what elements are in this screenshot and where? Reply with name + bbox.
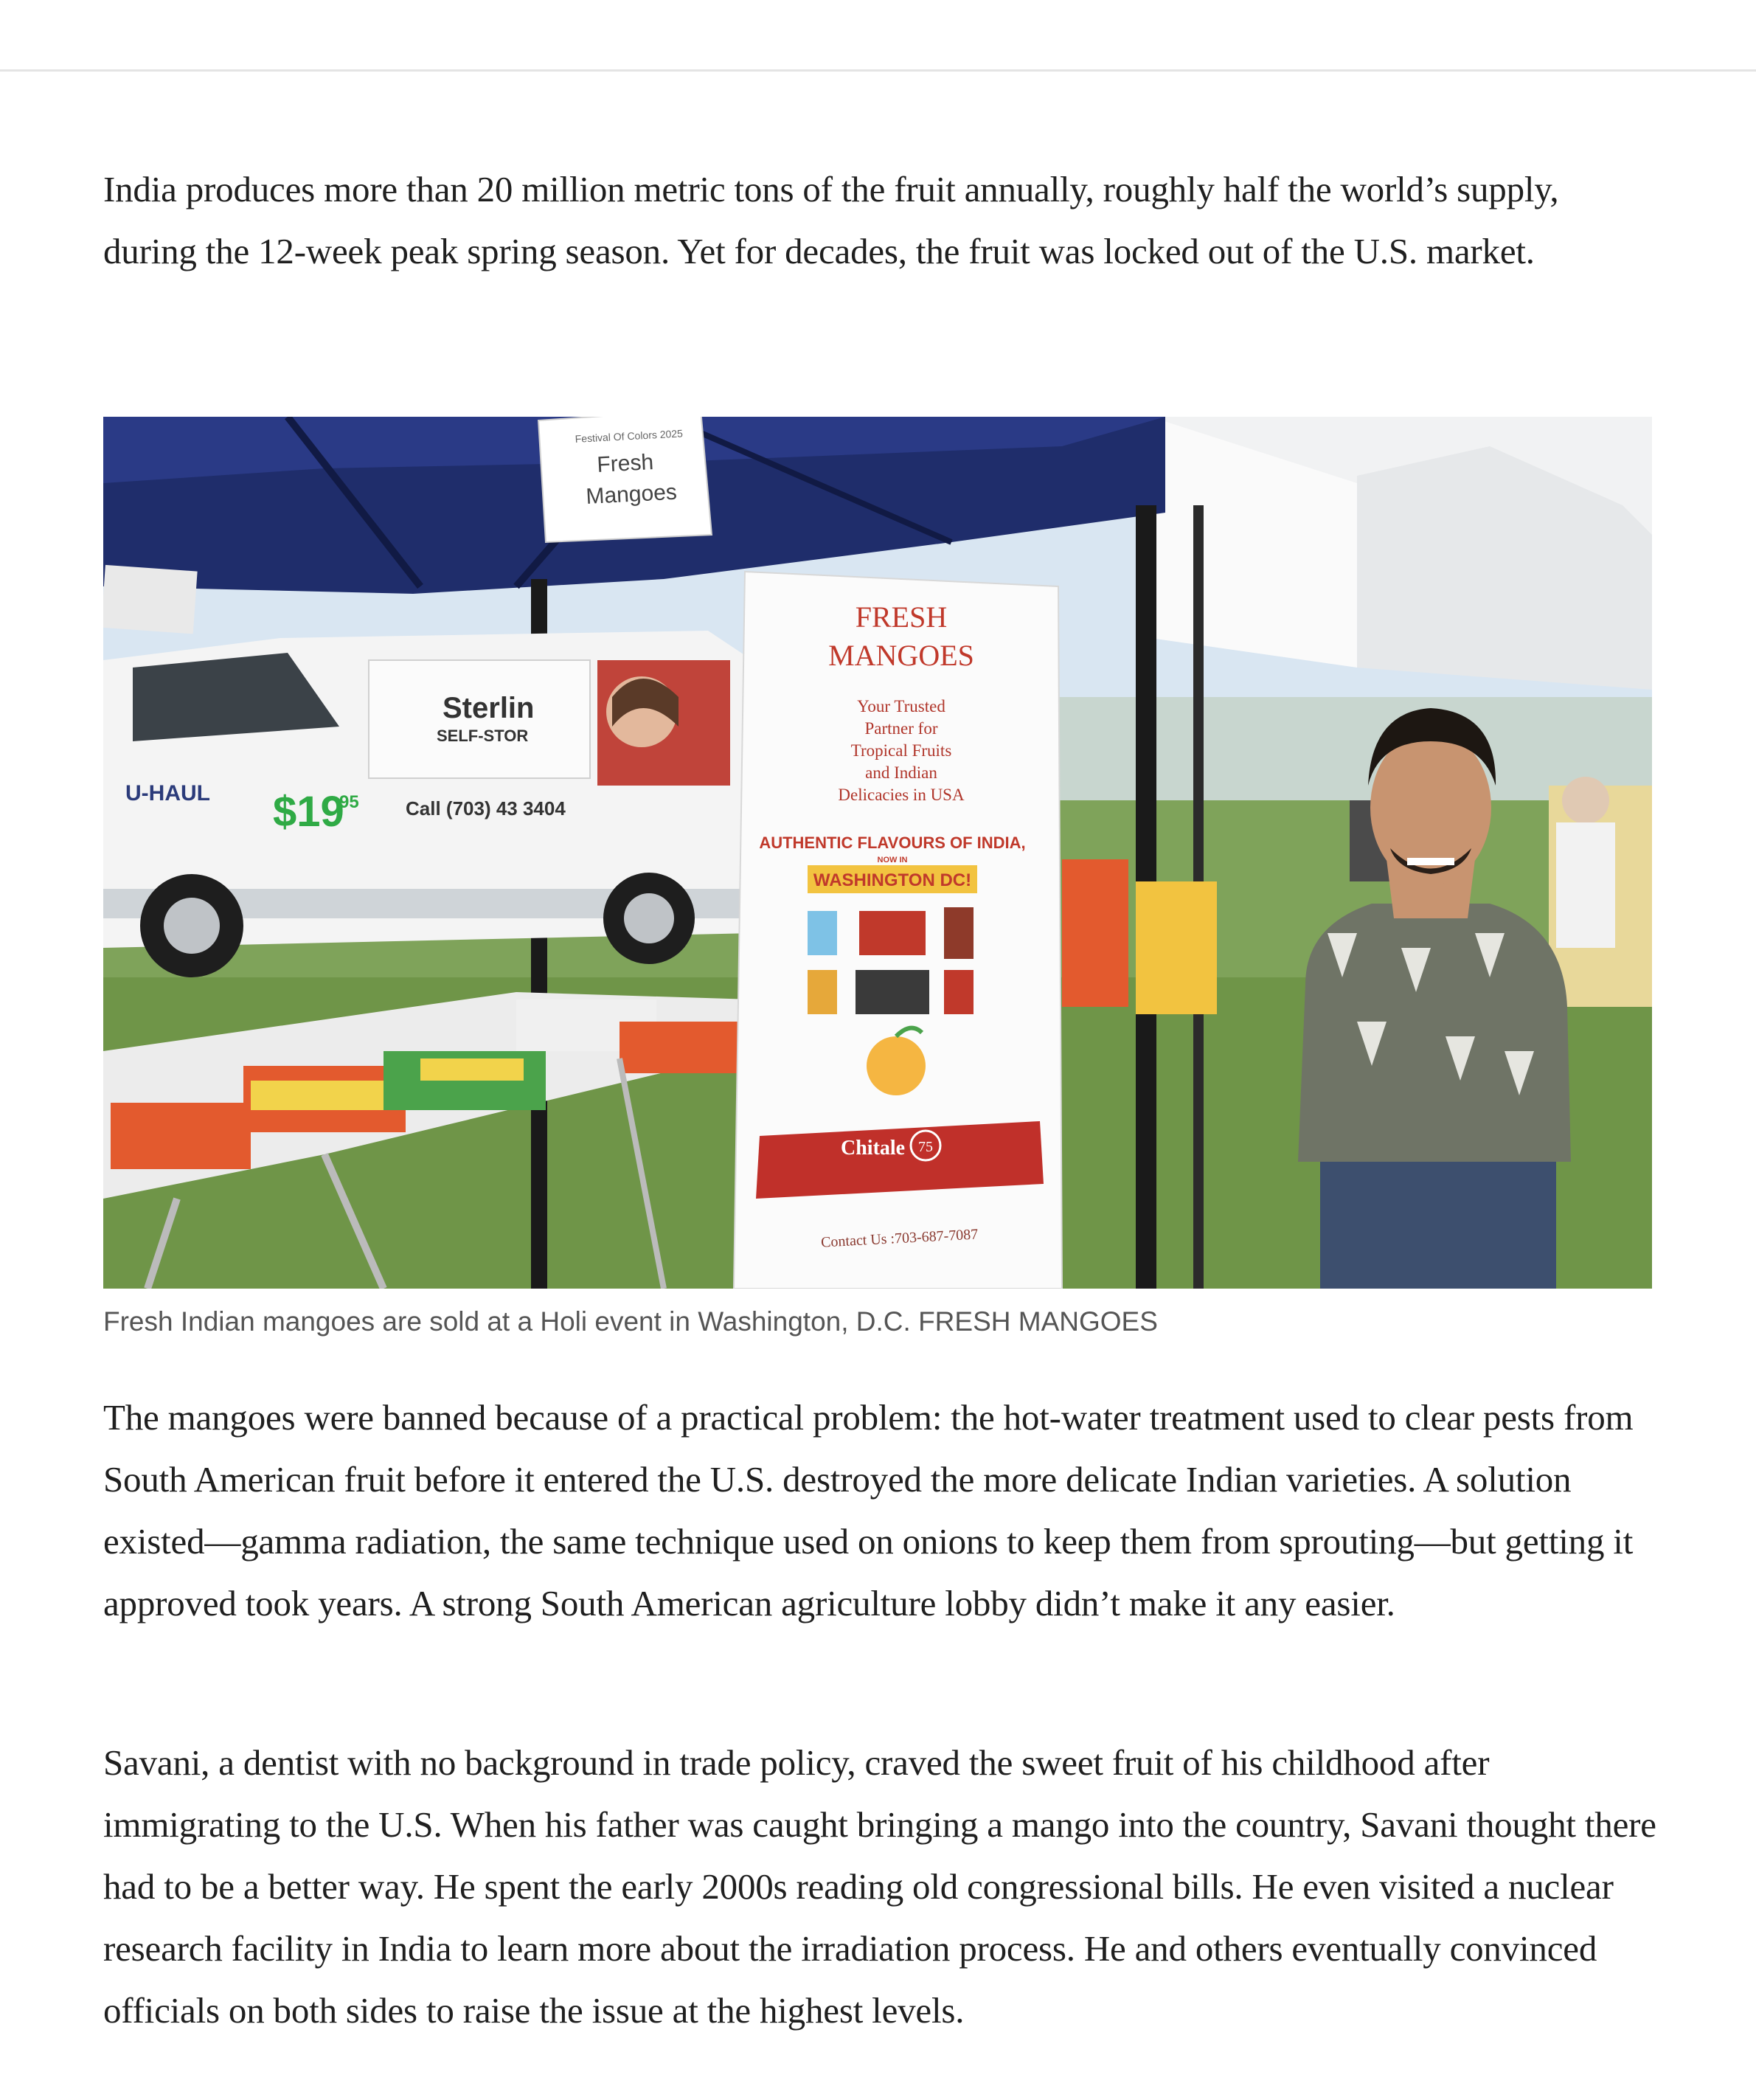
van-price-cents-text: 95	[339, 792, 359, 812]
banner-tagline-1: Your Trusted	[857, 697, 945, 715]
photo-illustration	[103, 417, 1652, 1289]
banner-title-1: FRESH	[855, 600, 948, 634]
header-divider	[0, 69, 1756, 72]
tent-sign-small-text: Festival Of Colors 2025	[575, 427, 684, 445]
banner-tagline-2: Partner for	[864, 719, 938, 738]
van-phone-text: Call (703) 43 3404	[406, 797, 566, 819]
tent-sign-line2: Mangoes	[585, 479, 678, 509]
van-brand-text: U-HAUL	[125, 781, 210, 805]
banner-authentic-text: AUTHENTIC FLAVOURS OF INDIA,	[759, 834, 1026, 852]
banner-city-text: WASHINGTON DC!	[813, 870, 972, 890]
van-store-name-1: Sterlin	[443, 692, 535, 724]
banner-title-2: MANGOES	[828, 639, 974, 672]
van-price-text: $19	[273, 788, 344, 836]
paragraph-2: The mangoes were banned because of a practical problem: the hot-water treatment used to clear pests from South American fruit before it entered the U.S. destroyed the more delicate Indian varieties. A solution existed—gamma radiation, the same technique used on onions to keep them from sprouting—but getting it approved took years. A strong South American agriculture lobby didn’t make it any easier.	[103, 1397, 1634, 1623]
paragraph-1-container	[103, 159, 1667, 283]
banner-now-in-text: NOW IN	[877, 856, 908, 864]
figure-caption: Fresh Indian mangoes are sold at a Holi event in Washington, D.C. FRESH MANGOES	[103, 1306, 1158, 1337]
banner-tagline-5: Delicacies in USA	[838, 786, 965, 804]
paragraph-3: Savani, a dentist with no background in trade policy, craved the sweet fruit of his childhood after immigrating to the U.S. When his father was caught bringing a mango into the country, Savani thought there had to be a better way. He spent the early 2000s reading old congressional bills. He even visited a nuclear research facility in India to learn more about the irradiation process. He and others eventually convinced officials on both sides to raise the issue at the highest levels.	[103, 1742, 1656, 2031]
banner-years-text: 75	[918, 1139, 933, 1155]
banner-brand-text: Chitale	[841, 1137, 906, 1160]
tent-sign-line1: Fresh	[596, 450, 654, 477]
paragraph-1: India produces more than 20 million metric tons of the fruit annually, roughly half the world’s supply, during the 12-week peak spring season. Yet for decades, the fruit was locked out of the U.S. market.	[103, 169, 1559, 271]
paragraph-3-container	[103, 1732, 1667, 2042]
banner-contact-text: Contact Us :703-687-7087	[820, 1226, 979, 1251]
paragraph-2-container	[103, 1387, 1667, 1635]
banner-tagline-4: and Indian	[865, 763, 937, 782]
van-store-name-2: SELF-STOR	[437, 727, 529, 745]
banner-tagline-3: Tropical Fruits	[850, 741, 952, 760]
mango-stall-photo	[103, 417, 1652, 1289]
